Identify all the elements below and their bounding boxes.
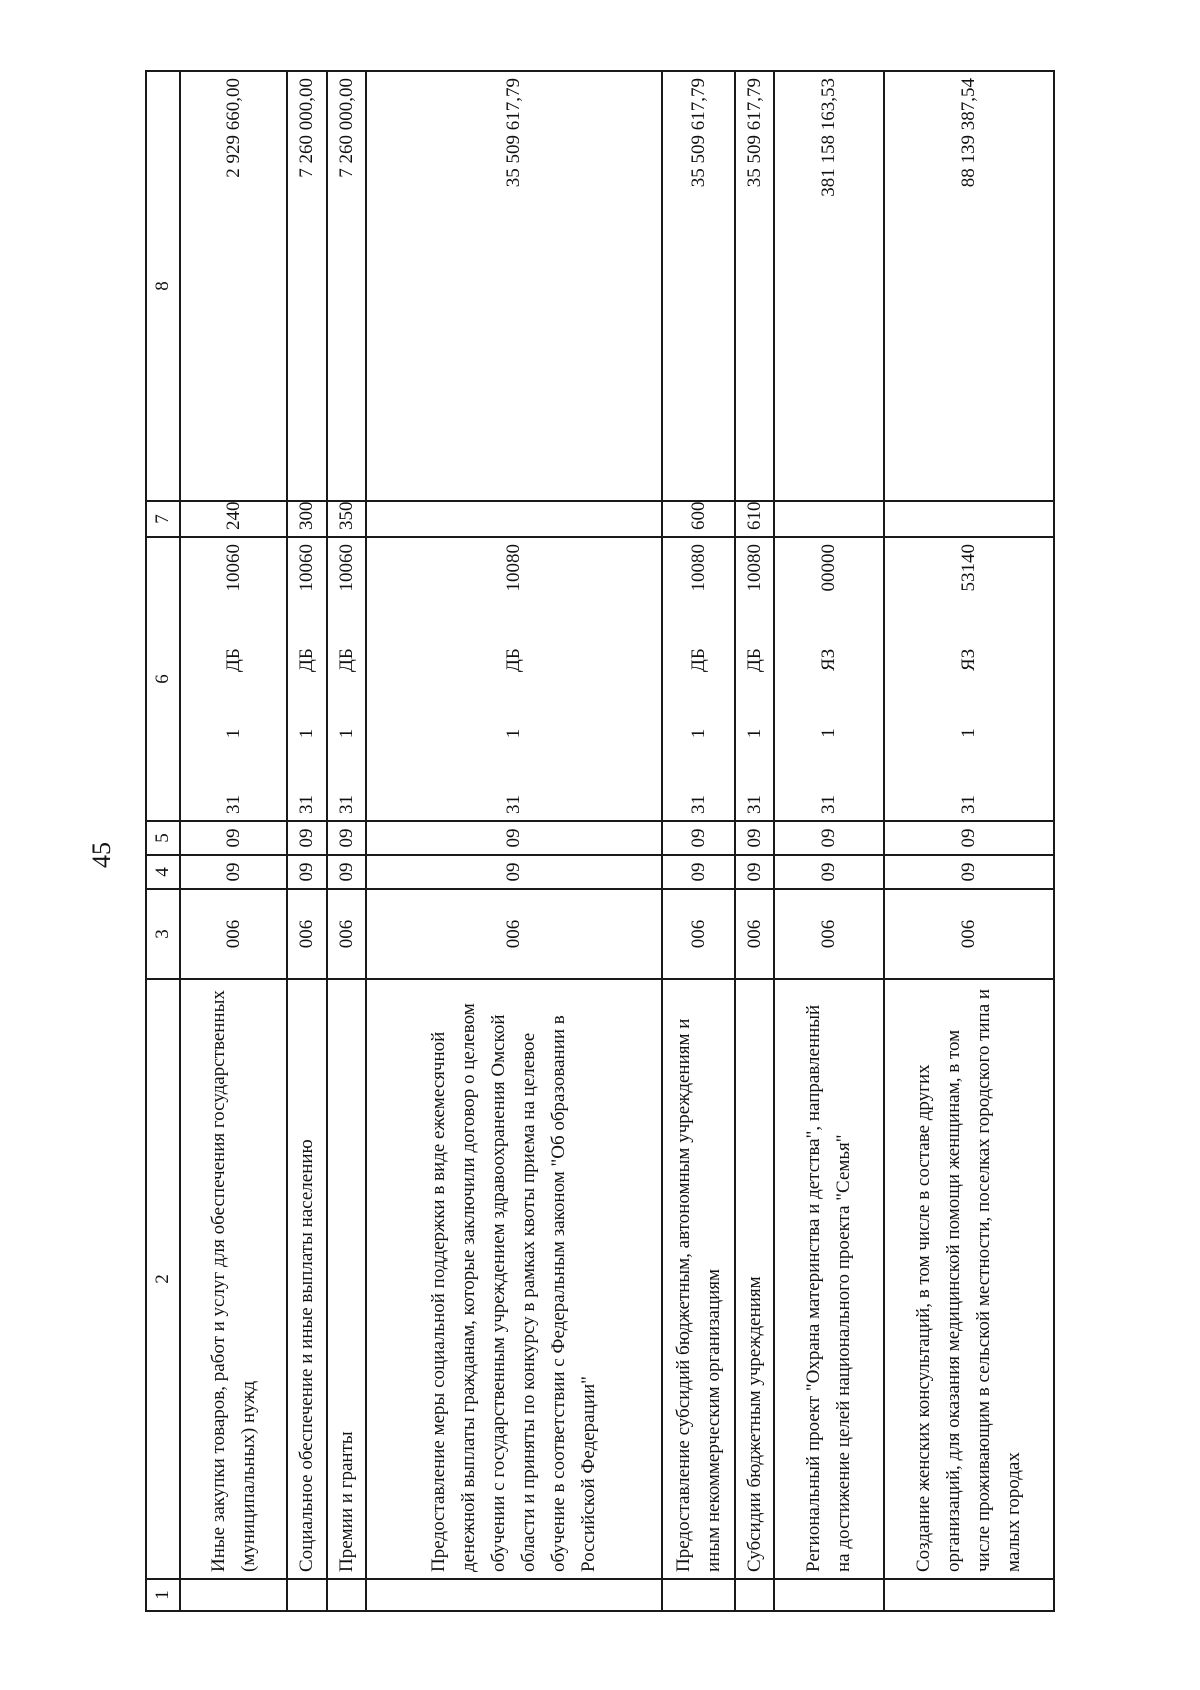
grbs-cell: 006 bbox=[327, 889, 366, 979]
csr-direction: 10060 bbox=[335, 544, 357, 592]
expense-type-cell: 610 bbox=[735, 501, 774, 537]
target-article-cell bbox=[287, 537, 326, 821]
header-cell: 5 bbox=[146, 821, 180, 855]
expense-type-cell: 240 bbox=[180, 501, 287, 537]
section-cell: 09 bbox=[287, 855, 326, 889]
table-row bbox=[180, 71, 287, 1611]
csr-program: 31 bbox=[687, 795, 709, 814]
name-cell: Субсидии бюджетным учреждениям bbox=[735, 979, 774, 1579]
target-article-cell bbox=[884, 537, 1054, 821]
sum-cell: 35 509 617,79 bbox=[366, 71, 662, 501]
csr-code: ДБ bbox=[222, 648, 244, 673]
row-number-cell bbox=[884, 1579, 1054, 1611]
subsection-cell: 09 bbox=[662, 821, 734, 855]
header-cell: 6 bbox=[146, 537, 180, 821]
grbs-cell: 006 bbox=[774, 889, 884, 979]
header-cell: 3 bbox=[146, 889, 180, 979]
csr-program: 31 bbox=[957, 795, 979, 814]
sum-cell: 2 929 660,00 bbox=[180, 71, 287, 501]
csr-type: 1 bbox=[687, 728, 709, 739]
csr-direction: 10080 bbox=[687, 544, 709, 592]
table-row bbox=[662, 71, 734, 1611]
sum-cell: 35 509 617,79 bbox=[662, 71, 734, 501]
grbs-cell: 006 bbox=[366, 889, 662, 979]
page-number: 45 bbox=[87, 842, 116, 868]
header-cell: 8 bbox=[146, 71, 180, 501]
subsection-cell: 09 bbox=[366, 821, 662, 855]
expense-type-cell: 350 bbox=[327, 501, 366, 537]
table-row bbox=[366, 71, 662, 1611]
csr-type: 1 bbox=[335, 728, 357, 739]
csr-direction: 10080 bbox=[503, 544, 525, 592]
csr-direction: 10080 bbox=[743, 544, 765, 592]
row-number-cell bbox=[327, 1579, 366, 1611]
expense-type-cell bbox=[366, 501, 662, 537]
target-article-cell bbox=[774, 537, 884, 821]
csr-code: ДБ bbox=[296, 648, 318, 673]
table-row bbox=[287, 71, 326, 1611]
sum-cell: 7 260 000,00 bbox=[287, 71, 326, 501]
name-cell: Премии и гранты bbox=[327, 979, 366, 1579]
grbs-cell: 006 bbox=[884, 889, 1054, 979]
subsection-cell: 09 bbox=[287, 821, 326, 855]
name-cell: Предоставление меры социальной поддержки в виде ежемесячной денежной выплаты гражданам, которые заключили договор о целевом обучении с государственным учреждением здравоохранения Омской области и приняты по конкурсу в рамках квоты приема на целевое обучение в соответствии с Федеральным законом "Об образовании в Российской Федерации" bbox=[366, 979, 662, 1579]
rotated-table-wrapper bbox=[145, 72, 1055, 1612]
grbs-cell: 006 bbox=[662, 889, 734, 979]
csr-code: ЯЗ bbox=[957, 648, 979, 671]
budget-table bbox=[145, 70, 1055, 1612]
csr-direction: 53140 bbox=[957, 544, 979, 592]
csr-type: 1 bbox=[296, 728, 318, 739]
section-cell: 09 bbox=[884, 855, 1054, 889]
target-article-cell bbox=[366, 537, 662, 821]
section-cell: 09 bbox=[327, 855, 366, 889]
csr-code: ДБ bbox=[687, 648, 709, 673]
section-cell: 09 bbox=[180, 855, 287, 889]
sum-cell: 381 158 163,53 bbox=[774, 71, 884, 501]
csr-program: 31 bbox=[743, 795, 765, 814]
expense-type-cell bbox=[774, 501, 884, 537]
csr-direction: 10060 bbox=[296, 544, 318, 592]
section-cell: 09 bbox=[662, 855, 734, 889]
row-number-cell bbox=[287, 1579, 326, 1611]
subsection-cell: 09 bbox=[774, 821, 884, 855]
table-row bbox=[327, 71, 366, 1611]
header-cell: 2 bbox=[146, 979, 180, 1579]
subsection-cell: 09 bbox=[735, 821, 774, 855]
csr-type: 1 bbox=[743, 728, 765, 739]
grbs-cell: 006 bbox=[735, 889, 774, 979]
csr-program: 31 bbox=[335, 795, 357, 814]
row-number-cell bbox=[662, 1579, 734, 1611]
sum-cell: 7 260 000,00 bbox=[327, 71, 366, 501]
section-cell: 09 bbox=[366, 855, 662, 889]
table-row bbox=[774, 71, 884, 1611]
header-row bbox=[146, 71, 180, 1611]
csr-type: 1 bbox=[957, 728, 979, 738]
row-number-cell bbox=[774, 1579, 884, 1611]
sum-cell: 88 139 387,54 bbox=[884, 71, 1054, 501]
csr-direction: 10060 bbox=[222, 544, 244, 592]
subsection-cell: 09 bbox=[884, 821, 1054, 855]
csr-type: 1 bbox=[818, 728, 840, 738]
section-cell: 09 bbox=[735, 855, 774, 889]
expense-type-cell bbox=[884, 501, 1054, 537]
subsection-cell: 09 bbox=[327, 821, 366, 855]
csr-code: ДБ bbox=[335, 648, 357, 673]
csr-program: 31 bbox=[222, 795, 244, 814]
grbs-cell: 006 bbox=[180, 889, 287, 979]
name-cell: Создание женских консультаций, в том числе в составе других организаций, для оказания медицинской помощи женщинам, в том числе проживающим в сельской местности, поселках городского типа и малых городах bbox=[884, 979, 1054, 1579]
csr-program: 31 bbox=[503, 795, 525, 814]
table-row bbox=[884, 71, 1054, 1611]
header-cell: 4 bbox=[146, 855, 180, 889]
header-cell: 1 bbox=[146, 1579, 180, 1611]
sum-cell: 35 509 617,79 bbox=[735, 71, 774, 501]
header-cell: 7 bbox=[146, 501, 180, 537]
csr-code: ЯЗ bbox=[818, 648, 840, 671]
name-cell: Региональный проект "Охрана материнства и детства", направленный на достижение целей национального проекта "Семья" bbox=[774, 979, 884, 1579]
csr-code: ДБ bbox=[743, 648, 765, 673]
target-article-cell bbox=[180, 537, 287, 821]
csr-program: 31 bbox=[818, 795, 840, 814]
name-cell: Предоставление субсидий бюджетным, автономным учреждениям и иным некоммерческим организациям bbox=[662, 979, 734, 1579]
target-article-cell bbox=[735, 537, 774, 821]
name-cell: Иные закупки товаров, работ и услуг для обеспечения государственных (муниципальных) нужд bbox=[180, 979, 287, 1579]
csr-program: 31 bbox=[296, 795, 318, 814]
row-number-cell bbox=[180, 1579, 287, 1611]
section-cell: 09 bbox=[774, 855, 884, 889]
csr-type: 1 bbox=[222, 728, 244, 739]
row-number-cell bbox=[366, 1579, 662, 1611]
subsection-cell: 09 bbox=[180, 821, 287, 855]
expense-type-cell: 300 bbox=[287, 501, 326, 537]
row-number-cell bbox=[735, 1579, 774, 1611]
csr-code: ДБ bbox=[503, 648, 525, 673]
target-article-cell bbox=[327, 537, 366, 821]
grbs-cell: 006 bbox=[287, 889, 326, 979]
expense-type-cell: 600 bbox=[662, 501, 734, 537]
name-cell: Социальное обеспечение и иные выплаты населению bbox=[287, 979, 326, 1579]
csr-direction: 00000 bbox=[818, 544, 840, 592]
csr-type: 1 bbox=[503, 728, 525, 739]
target-article-cell bbox=[662, 537, 734, 821]
table-row bbox=[735, 71, 774, 1611]
